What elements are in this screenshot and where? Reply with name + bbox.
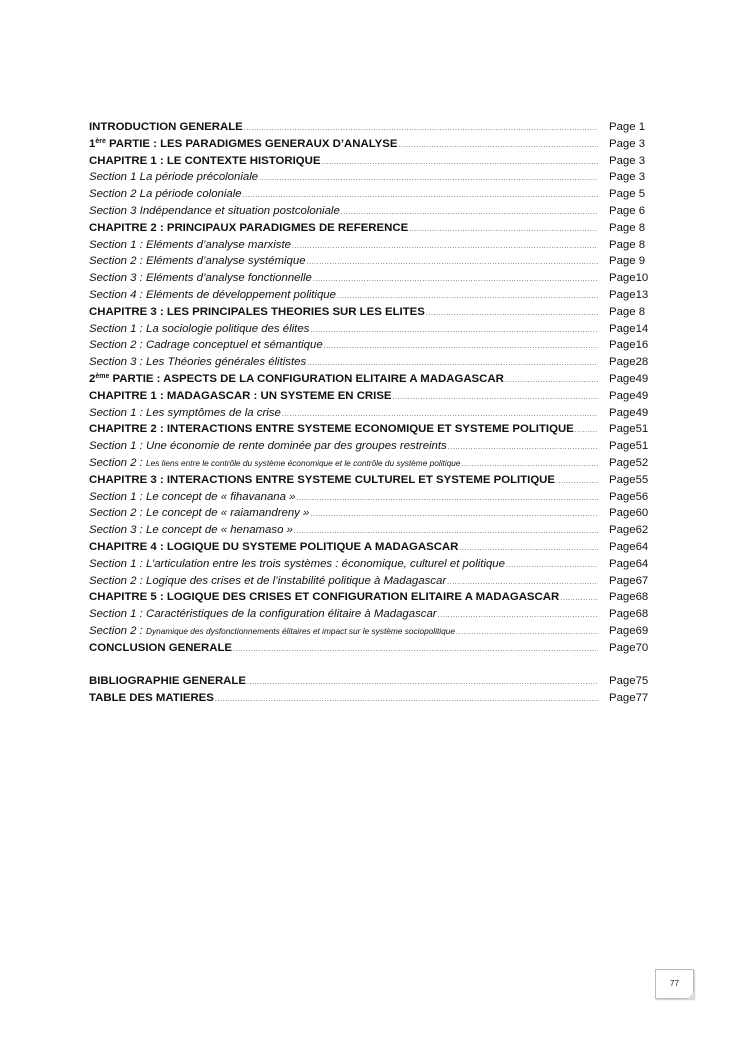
- toc-entry: [89, 455, 651, 472]
- toc-entry-title: [89, 640, 232, 657]
- toc-entry: [89, 371, 651, 388]
- dot-leader: [575, 423, 598, 440]
- toc-entry: [89, 489, 651, 506]
- toc-entry-title: [89, 556, 505, 573]
- dot-leader: [506, 558, 598, 575]
- toc-entry-text: Section 4 : Eléments de développement politique: [89, 288, 336, 301]
- toc-entry-page: Page28: [609, 356, 649, 369]
- toc-entry-text: Section 2 : Logique des crises et de l’instabilité politique à Madagascar: [89, 574, 447, 587]
- toc-entry-title: [89, 623, 455, 640]
- dot-leader: [233, 642, 598, 659]
- page-number: 77: [670, 979, 679, 988]
- dot-leader: [324, 339, 598, 356]
- toc-entry-page: Page60: [609, 507, 649, 520]
- toc-entry-text: Section 1 : Le concept de « fihavanana »: [89, 490, 296, 503]
- dot-leader: [426, 306, 598, 323]
- toc-entry-text: Section 1 : L’articulation entre les trois systèmes : économique, culturel et politique: [89, 557, 505, 570]
- toc-entry-text: Section 3 Indépendance et situation postcoloniale: [89, 204, 340, 217]
- toc-entry: [89, 304, 651, 321]
- toc-entry-title: [89, 136, 397, 153]
- toc-entry-text: Section 1 La période précoloniale: [89, 171, 259, 184]
- dot-leader: [215, 692, 598, 709]
- toc-entry-page: Page64: [609, 557, 649, 570]
- dot-leader: [321, 155, 598, 172]
- toc-entry-page: Page56: [609, 490, 649, 503]
- part-ordinal-suffix: ème: [95, 372, 110, 380]
- toc-entry-text: Section 1 : La sociologie politique des élites: [89, 322, 310, 335]
- toc-entry-title: [89, 421, 574, 438]
- toc-entry-title: [89, 673, 246, 690]
- dot-leader: [398, 138, 598, 155]
- toc-entry-title: [89, 253, 306, 270]
- toc-entry-page: Page67: [609, 574, 649, 587]
- toc-entry: [89, 220, 651, 237]
- toc-entry-title: [89, 589, 559, 606]
- toc-entry: [89, 337, 651, 354]
- toc-entry: [89, 522, 651, 539]
- toc-entry-title: [89, 371, 504, 388]
- dot-leader: [310, 507, 598, 524]
- toc-entry-text: Section 1 : Eléments d’analyse marxiste: [89, 238, 291, 251]
- dot-leader: [409, 222, 598, 239]
- toc-entry-page: Page62: [609, 524, 649, 537]
- toc-entry-text: Section 2 : Cadrage conceptuel et sémantique: [89, 339, 323, 352]
- toc-entry-page: Page 5: [609, 188, 646, 201]
- toc-entry-text: CHAPITRE 1 : LE CONTEXTE HISTORIQUE: [89, 154, 321, 167]
- toc-entry-page: Page 8: [609, 221, 646, 234]
- toc-entry-page: Page51: [609, 423, 649, 436]
- dot-leader: [438, 608, 598, 625]
- toc-entry-page: Page 8: [609, 238, 646, 251]
- toc-entry: [89, 505, 651, 522]
- toc-entry: [89, 556, 651, 573]
- toc-entry-text: CHAPITRE 5 : LOGIQUE DES CRISES ET CONFIGURATION ELITAIRE A MADAGASCAR: [89, 591, 560, 604]
- toc-entry-title: [89, 690, 214, 707]
- toc-entry: [89, 640, 651, 657]
- toc-entry: [89, 589, 651, 606]
- dot-leader: [247, 675, 598, 692]
- toc-entry-subtitle: Dynamique des dysfonctionnements élitaires et impact sur le système sociopolitique: [146, 625, 455, 636]
- toc-entry-text: Section 2 : Le concept de « raiamandreny »: [89, 507, 310, 520]
- toc-entry: [89, 405, 651, 422]
- toc-entry-text: Section 2 :: [89, 456, 146, 469]
- page-fold-icon: [687, 992, 694, 999]
- toc-entry-text: CHAPITRE 1 : MADAGASCAR : UN SYSTEME EN CRISE: [89, 389, 392, 402]
- dot-leader: [393, 390, 598, 407]
- toc-entry-title: [89, 220, 408, 237]
- table-of-contents: [89, 119, 651, 707]
- toc-entry-page: Page10: [609, 272, 649, 285]
- toc-entry-text: Section 1 : Les symptômes de la crise: [89, 406, 281, 419]
- toc-entry: [89, 354, 651, 371]
- toc-entry-text: CHAPITRE 2 : PRINCIPAUX PARADIGMES DE REFERENCE: [89, 221, 409, 234]
- toc-entry-text: Section 3 : Le concept de « henamaso »: [89, 524, 293, 537]
- toc-entry-page: Page70: [609, 641, 649, 654]
- dot-leader: [556, 474, 598, 491]
- toc-entry-page: Page64: [609, 540, 649, 553]
- toc-entry-page: Page51: [609, 440, 649, 453]
- toc-entry-text: PARTIE : LES PARADIGMES GENERAUX D’ANALYSE: [109, 137, 398, 150]
- toc-entry: [89, 673, 651, 690]
- toc-entry-text: TABLE DES MATIERES: [89, 692, 214, 705]
- toc-entry-text: INTRODUCTION GENERALE: [89, 121, 243, 133]
- toc-entry: [89, 472, 651, 489]
- toc-entry-title: [89, 287, 336, 304]
- dot-leader: [560, 591, 598, 608]
- toc-entry: [89, 203, 651, 220]
- toc-entry-page: Page 1: [609, 121, 646, 133]
- toc-entry-text: Section 3 : Les Théories générales élitistes: [89, 356, 307, 369]
- toc-entry-title: [89, 522, 293, 539]
- toc-entry-text: Section 1 : Une économie de rente dominée par des groupes restreints: [89, 440, 447, 453]
- toc-entry-title: [89, 119, 243, 136]
- page-number-box: [655, 969, 694, 999]
- dot-leader: [313, 272, 598, 289]
- toc-entry: [89, 438, 651, 455]
- toc-entry-page: Page77: [609, 692, 649, 705]
- toc-entry-text: Section 2 :: [89, 624, 146, 637]
- toc-entry-text: CHAPITRE 4 : LOGIQUE DU SYSTEME POLITIQUE A MADAGASCAR: [89, 540, 459, 553]
- toc-entry-title: [89, 438, 447, 455]
- toc-entry-title: [89, 405, 281, 422]
- toc-entry-title: [89, 186, 242, 203]
- toc-entry-title: [89, 489, 295, 506]
- toc-entry-page: Page 6: [609, 204, 646, 217]
- toc-entry: [89, 119, 651, 136]
- toc-entry-text: PARTIE : ASPECTS DE LA CONFIGURATION ELITAIRE A MADAGASCAR: [112, 372, 504, 385]
- toc-entry: [89, 136, 651, 153]
- toc-entry-text: CHAPITRE 3 : LES PRINCIPALES THEORIES SUR LES ELITES: [89, 305, 425, 318]
- toc-entry-title: [89, 337, 323, 354]
- toc-entry: [89, 153, 651, 170]
- toc-entry: [89, 253, 651, 270]
- toc-entry-page: Page49: [609, 372, 649, 385]
- toc-entry: [89, 623, 651, 640]
- part-ordinal-suffix: ère: [95, 137, 106, 145]
- toc-entry: [89, 606, 651, 623]
- toc-entry-page: Page68: [609, 591, 649, 604]
- toc-entry-title: [89, 321, 309, 338]
- toc-entry-text: Section 1 : Caractéristiques de la configuration élitaire à Madagascar: [89, 608, 437, 621]
- toc-entry-page: Page 3: [609, 171, 646, 184]
- toc-entry-page: Page16: [609, 339, 649, 352]
- toc-entry-page: Page 9: [609, 255, 646, 268]
- toc-entry-title: [89, 505, 309, 522]
- toc-entry-title: [89, 270, 312, 287]
- toc-entry-text: CHAPITRE 3 : INTERACTIONS ENTRE SYSTEME CULTUREL ET SYSTEME POLITIQUE: [89, 473, 555, 486]
- toc-entry-title: [89, 304, 425, 321]
- dot-leader: [310, 323, 598, 340]
- dot-leader: [448, 440, 598, 457]
- toc-entry-page: Page75: [609, 675, 649, 688]
- toc-entry: [89, 388, 651, 405]
- dot-leader: [456, 625, 598, 642]
- dot-leader: [307, 255, 598, 272]
- toc-entry-title: [89, 354, 306, 371]
- toc-entry-title: [89, 539, 458, 556]
- toc-entry-title: [89, 388, 392, 405]
- toc-entry-title: [89, 237, 291, 254]
- dot-leader: [292, 239, 598, 256]
- part-number: 2: [89, 372, 96, 385]
- toc-entry: [89, 237, 651, 254]
- toc-entry-title: [89, 169, 258, 186]
- toc-entry-title: [89, 153, 320, 170]
- toc-entry: [89, 186, 651, 203]
- toc-entry: [89, 287, 651, 304]
- dot-leader: [296, 491, 598, 508]
- toc-entry: [89, 321, 651, 338]
- toc-entry-page: Page14: [609, 322, 649, 335]
- toc-entry-text: BIBLIOGRAPHIE GENERALE: [89, 675, 246, 688]
- toc-entry-page: Page13: [609, 288, 649, 301]
- toc-entry-page: Page 3: [609, 154, 646, 167]
- toc-entry-title: [89, 472, 555, 489]
- toc-entry: [89, 539, 651, 556]
- toc-entry: [89, 270, 651, 287]
- dot-leader: [505, 373, 598, 390]
- toc-entry-page: Page 8: [609, 305, 646, 318]
- toc-entry: [89, 690, 651, 707]
- toc-entry-page: Page 3: [609, 137, 646, 150]
- toc-entry-page: Page49: [609, 389, 649, 402]
- toc-entry-title: [89, 203, 340, 220]
- toc-entry-page: Page55: [609, 473, 649, 486]
- part-number: 1: [89, 137, 96, 150]
- toc-entry-page: Page52: [609, 456, 649, 469]
- toc-spacer: [89, 657, 651, 674]
- toc-entry-text: Section 2 : Eléments d’analyse systémique: [89, 255, 306, 268]
- toc-entry-page: Page69: [609, 624, 649, 637]
- toc-entry-text: Section 3 : Eléments d’analyse fonctionnelle: [89, 272, 312, 285]
- toc-entry-page: Page49: [609, 406, 649, 419]
- toc-entry-subtitle: Les liens entre le contrôle du système économique et le contrôle du système politique: [146, 457, 461, 468]
- toc-entry-title: [89, 455, 461, 472]
- toc-entry: [89, 169, 651, 186]
- toc-entry-text: Section 2 La période coloniale: [89, 188, 242, 201]
- toc-entry: [89, 573, 651, 590]
- toc-entry-title: [89, 606, 437, 623]
- toc-entry-text: CONCLUSION GENERALE: [89, 641, 233, 654]
- toc-entry-title: [89, 573, 446, 590]
- dot-leader: [259, 171, 598, 188]
- toc-entry-page: Page68: [609, 608, 649, 621]
- toc-entry: [89, 421, 651, 438]
- toc-entry-text: CHAPITRE 2 : INTERACTIONS ENTRE SYSTEME ECONOMIQUE ET SYSTEME POLITIQUE: [89, 423, 574, 436]
